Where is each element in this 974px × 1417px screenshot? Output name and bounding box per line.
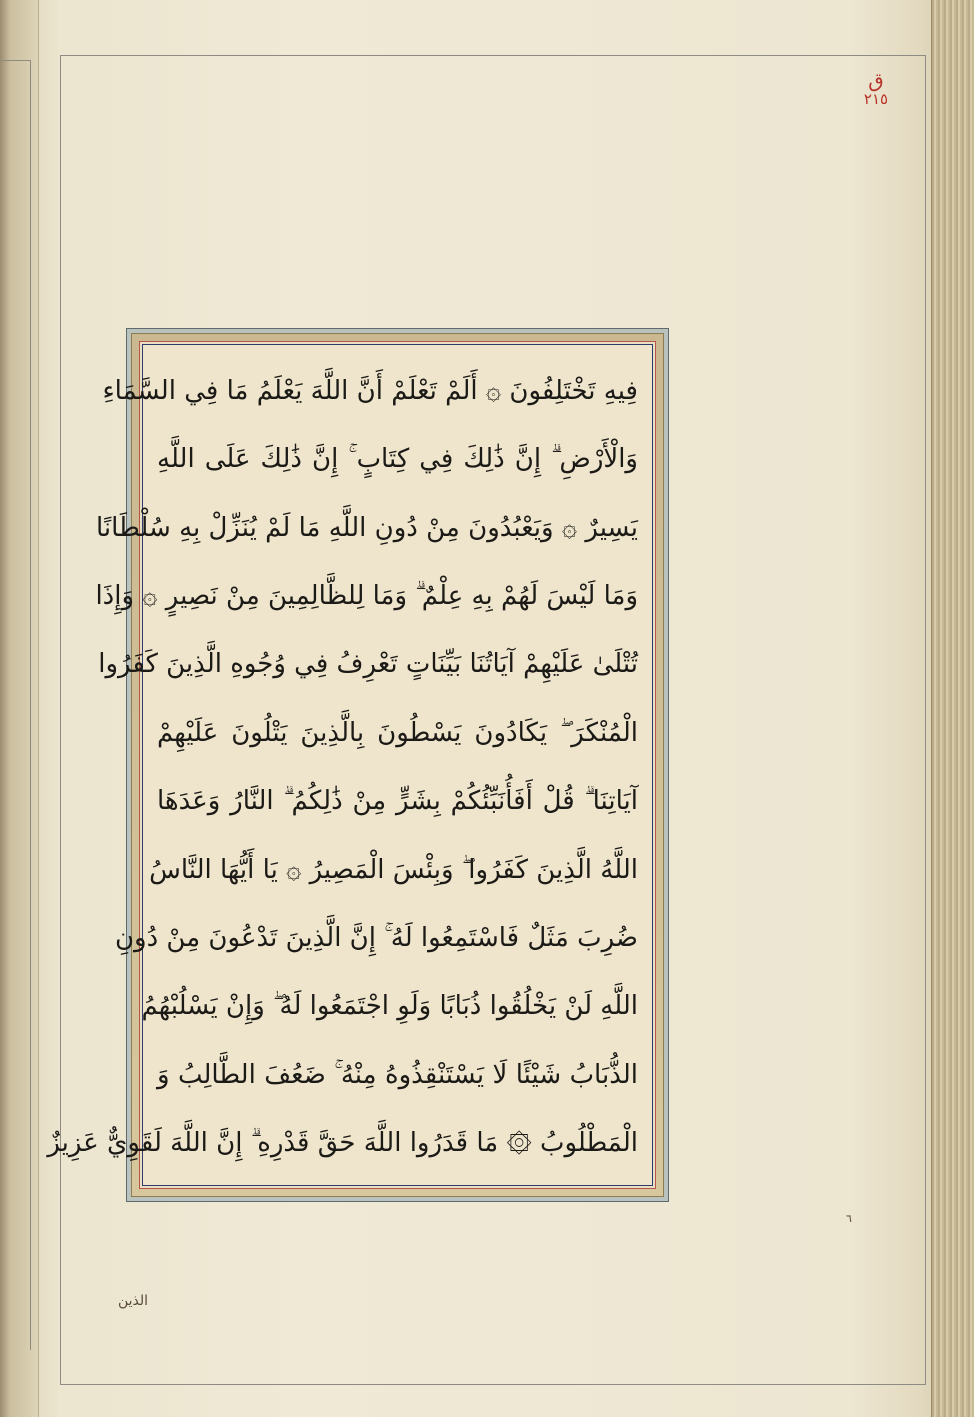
previous-leaf-rule [30, 60, 31, 1350]
text-line: اللَّهِ لَنْ يَخْلُقُوا ذُبَابًا وَلَوِ اجْتَمَعُوا لَهُ ۖ وَإِنْ يَسْلُبْهُمُ [141, 991, 638, 1022]
previous-leaf-rule-top [0, 60, 30, 61]
text-line: تُتْلَىٰ عَلَيْهِمْ آيَاتُنَا بَيِّنَاتٍ تَعْرِفُ فِي وُجُوهِ الَّذِينَ كَفَرُوا [98, 649, 638, 680]
text-line: الذُّبَابُ شَيْئًا لَا يَسْتَنْقِذُوهُ مِنْهُ ۚ ضَعُفَ الطَّالِبُ وَ [157, 1059, 638, 1090]
text-line: اللَّهُ الَّذِينَ كَفَرُوا ۖ وَبِئْسَ الْمَصِيرُ ۞ يَا أَيُّهَا النَّاسُ [149, 854, 638, 885]
text-line: يَسِيرٌ ۞ وَيَعْبُدُونَ مِنْ دُونِ اللَّهِ مَا لَمْ يُنَزِّلْ بِهِ سُلْطَانًا [96, 512, 638, 543]
text-frame [47, 328, 669, 1202]
gold-border [47, 333, 664, 1197]
book-page-edges [931, 0, 974, 1417]
text-line: وَالْأَرْضِ ۗ إِنَّ ذَٰلِكَ فِي كِتَابٍ ۚ إِنَّ ذَٰلِكَ عَلَى اللَّهِ [157, 444, 638, 475]
text-line: ضُرِبَ مَثَلٌ فَاسْتَمِعُوا لَهُ ۚ إِنَّ الَّذِينَ تَدْعُونَ مِنْ دُونِ [114, 922, 638, 953]
folio-number [856, 70, 896, 107]
text-line: وَمَا لَيْسَ لَهُمْ بِهِ عِلْمٌ ۗ وَمَا لِلظَّالِمِينَ مِنْ نَصِيرٍ ۞ وَإِذَا [95, 581, 638, 612]
text-line: فِيهِ تَخْتَلِفُونَ ۞ أَلَمْ تَعْلَمْ أَنَّ اللَّهَ يَعْلَمُ مَا فِي السَّمَاءِ [102, 376, 638, 406]
text-block [47, 344, 653, 1186]
folio-letter: ق [868, 68, 884, 92]
previous-leaf-edge [0, 0, 39, 1417]
margin-mark: ٦ [846, 1212, 852, 1225]
folio-page-number: ٢١٥ [863, 90, 889, 108]
red-rule [47, 341, 656, 1189]
text-line: آيَاتِنَا ۗ قُلْ أَفَأُنَبِّئُكُمْ بِشَرٍّ مِنْ ذَٰلِكُمُ ۗ النَّارُ وَعَدَهَا [157, 786, 638, 817]
text-line: الْمَطْلُوبُ ۞ مَا قَدَرُوا اللَّهَ حَقَّ قَدْرِهِ ۗ إِنَّ اللَّهَ لَقَوِيٌّ عَزِيزٌ [47, 1127, 638, 1158]
text-line: الْمُنْكَرَ ۖ يَكَادُونَ يَسْطُونَ بِالَّذِينَ يَتْلُونَ عَلَيْهِمْ [157, 717, 638, 748]
catchword: الذين [118, 1293, 149, 1309]
